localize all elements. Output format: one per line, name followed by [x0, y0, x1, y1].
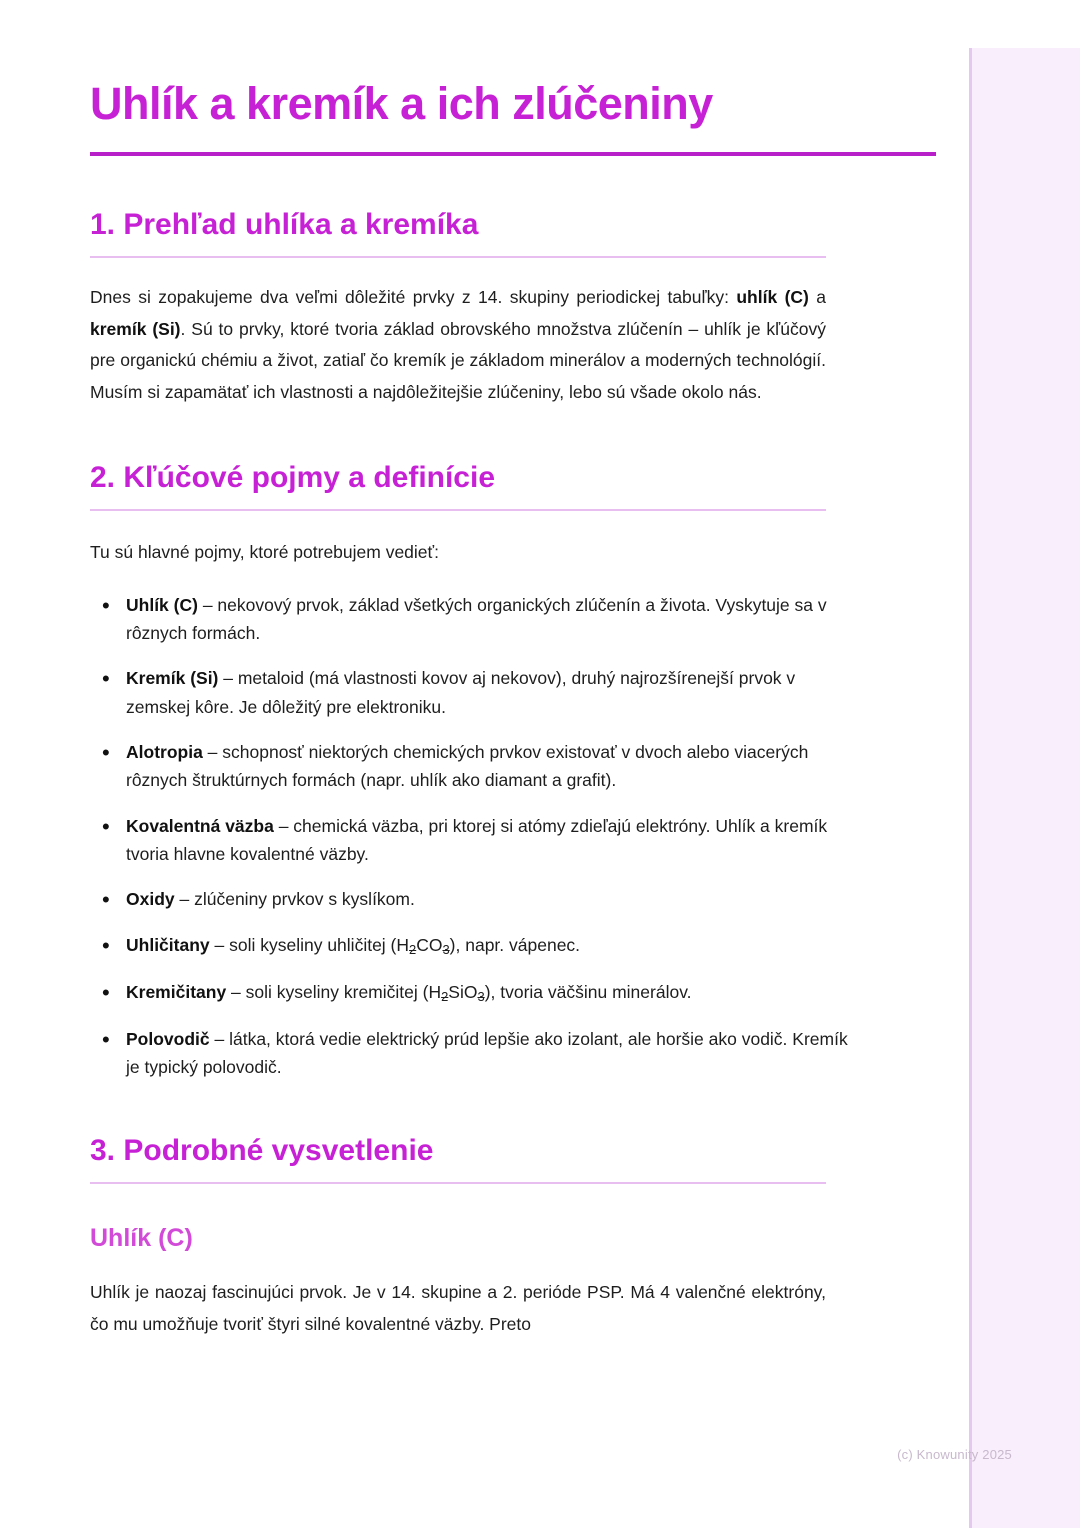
- formula-part: CO: [416, 934, 443, 955]
- section-3-paragraph: Uhlík je naozaj fascinujúci prvok. Je v 14. skupine a 2. perióde PSP. Má 4 valenčné elektróny, čo mu umožňuje tvoriť štyri silné kovalentné väzby. Preto: [90, 1281, 826, 1334]
- term-definition: – chemická väzba, pri ktorej si atómy zdieľajú elektróny. Uhlík a kremík tvoria hlavne kovalentné väzby.: [126, 815, 828, 865]
- list-item: [90, 738, 850, 795]
- term-definition-end: ), tvoria väčšinu minerálov.: [484, 981, 692, 1002]
- subsection-heading-carbon: Uhlík (C): [90, 1223, 193, 1252]
- list-item: [90, 885, 850, 913]
- text-run: . Sú to prvky, ktoré tvoria základ obrovského množstva zlúčenín – uhlík je kľúčový pre organickú chémiu a život, zatiaľ čo kremík je základom minerálov a moderných technológií. Musím si zapamätať ich vlastnosti a najdôležitejšie zlúčeniny, lebo sú všade okolo nás.: [90, 318, 827, 403]
- term-definition: – soli kyseliny kremičitej (H: [226, 981, 442, 1002]
- list-item: [90, 812, 850, 869]
- term-label: Kovalentná väzba: [126, 815, 274, 836]
- key-terms-list: [90, 591, 850, 1082]
- subscript: 3: [477, 989, 485, 1005]
- formula-part: SiO: [448, 981, 478, 1002]
- section-divider-1: [90, 256, 826, 258]
- term-definition: – zlúčeniny prvkov s kyslíkom.: [174, 889, 415, 910]
- section-heading-3: 3. Podrobné vysvetlenie: [90, 1133, 434, 1167]
- term-definition: – metaloid (má vlastnosti kovov aj nekovov), druhý najrozšírenejší prvok v zemskej kôre. Je dôležitý pre elektroniku.: [126, 668, 796, 717]
- section-1-paragraph: [90, 282, 826, 409]
- text-run-bold: uhlík (C): [736, 286, 809, 307]
- list-item: [90, 664, 850, 721]
- term-definition: – látka, ktorá vedie elektrický prúd lepšie ako izolant, ale horšie ako vodič. Kremík je typický polovodič.: [126, 1029, 848, 1078]
- term-label: Uhlík (C): [126, 594, 198, 615]
- term-definition: – nekovový prvok, základ všetkých organických zlúčenín a života. Vyskytuje sa v rôznych formách.: [126, 594, 827, 643]
- document-content: [90, 78, 936, 1341]
- term-definition-end: ), napr. vápenec.: [449, 934, 581, 955]
- subscript: 2: [409, 941, 417, 957]
- list-item: [90, 931, 850, 961]
- page-title: Uhlík a kremík a ich zlúčeniny: [90, 78, 713, 129]
- term-definition: – soli kyseliny uhličitej (H: [209, 934, 410, 955]
- term-label: Polovodič: [126, 1029, 210, 1050]
- text-run: Dnes si zopakujeme dva veľmi dôležité prvky z 14. skupiny periodickej tabuľky:: [90, 286, 737, 307]
- watermark: (c) Knowunity 2025: [897, 1447, 1012, 1462]
- section-divider-3: [90, 1182, 826, 1184]
- term-label: Kremík (Si): [126, 668, 219, 689]
- section-2-lead: Tu sú hlavné pojmy, ktoré potrebujem vedieť:: [90, 542, 439, 563]
- text-run-bold: kremík (Si): [90, 318, 181, 339]
- term-label: Kremičitany: [126, 981, 227, 1002]
- term-label: Oxidy: [126, 889, 175, 910]
- subscript: 2: [441, 989, 449, 1005]
- term-definition: – schopnosť niektorých chemických prvkov existovať v dvoch alebo viacerých rôznych štruktúrnych formách (napr. uhlík ako diamant a grafit).: [126, 742, 809, 791]
- section-divider-2: [90, 509, 826, 511]
- subscript: 3: [442, 941, 450, 957]
- term-label: Uhličitany: [126, 934, 210, 955]
- text-run: a: [808, 286, 826, 307]
- section-heading-1: 1. Prehľad uhlíka a kremíka: [90, 207, 479, 241]
- list-item: [90, 1025, 850, 1082]
- title-divider: [90, 152, 936, 156]
- term-label: Alotropia: [126, 742, 203, 762]
- section-heading-2: 2. Kľúčové pojmy a definície: [90, 461, 496, 495]
- list-item: [90, 591, 850, 648]
- page-side-strip: [969, 48, 1080, 1528]
- list-item: [90, 978, 850, 1008]
